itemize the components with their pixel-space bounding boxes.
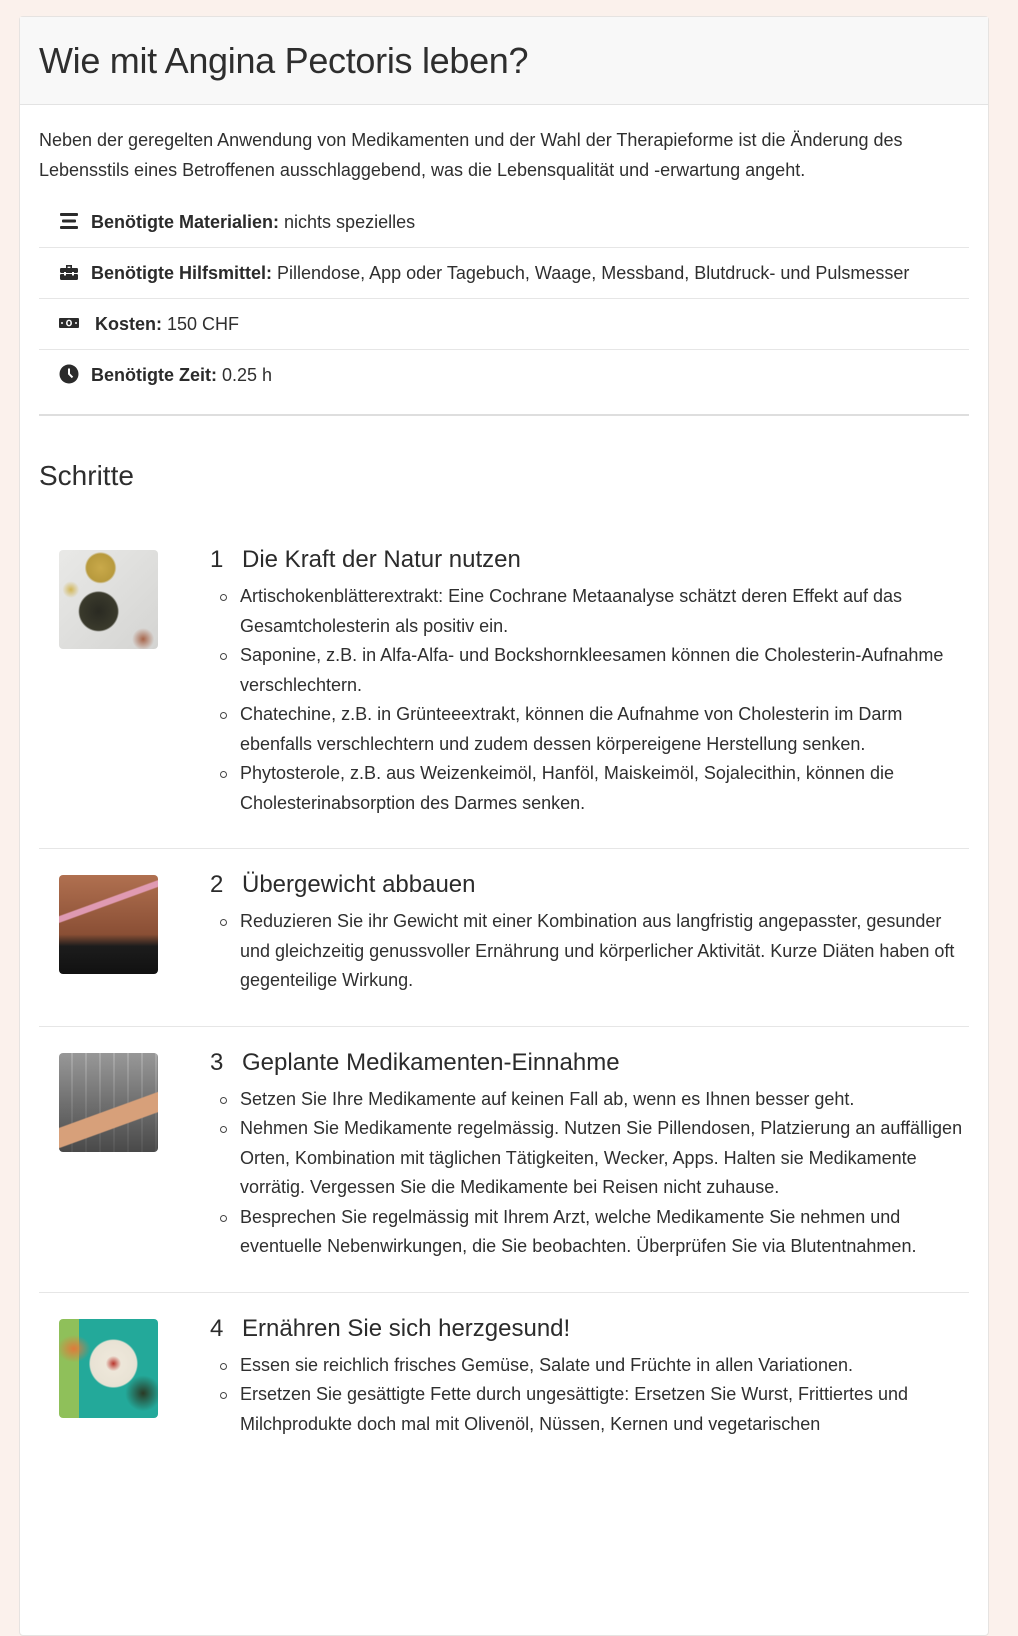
meta-cost bbox=[39, 299, 969, 350]
meta-label: Benötigte Hilfsmittel: bbox=[91, 263, 273, 283]
requirements-list bbox=[39, 197, 969, 416]
step-content bbox=[210, 1307, 969, 1440]
vegetables-image bbox=[59, 1319, 158, 1418]
card-body bbox=[20, 105, 988, 1469]
step-bullet: Setzen Sie Ihre Medikamente auf keinen Fall ab, wenn es Ihnen besser geht. bbox=[240, 1085, 969, 1115]
step-bullet: Chatechine, z.B. in Grünteeextrakt, können die Aufnahme von Cholesterin im Darm ebenfalls verschlechtern und zudem dessen körpereigene Herstellung senken. bbox=[240, 700, 969, 759]
step-heading bbox=[210, 544, 969, 576]
step-content bbox=[210, 538, 969, 818]
step-bullet: Besprechen Sie regelmässig mit Ihrem Arzt, welche Medikamente Sie nehmen und eventuelle Nebenwirkungen, die Sie beobachten. Überprüfen Sie via Blutentnahmen. bbox=[240, 1203, 969, 1262]
meta-value: Pillendose, App oder Tagebuch, Waage, Messband, Blutdruck- und Pulsmesser bbox=[272, 263, 910, 283]
meta-label: Kosten: bbox=[95, 314, 162, 334]
clock-icon bbox=[59, 363, 79, 383]
step-content bbox=[210, 1041, 969, 1262]
card-header bbox=[20, 17, 988, 105]
step-item bbox=[39, 1293, 969, 1470]
toolbox-icon bbox=[59, 261, 79, 281]
step-title: Ernähren Sie sich herzgesund! bbox=[242, 1314, 571, 1342]
step-title: Übergewicht abbauen bbox=[242, 871, 476, 898]
measuring-tape-waist-image bbox=[59, 875, 158, 974]
page-title: Wie mit Angina Pectoris leben? bbox=[39, 40, 529, 81]
step-number: 1 bbox=[210, 546, 224, 573]
meta-label: Benötigte Materialien: bbox=[91, 212, 280, 232]
herbs-spoons-image bbox=[59, 550, 158, 649]
meta-materials bbox=[39, 197, 969, 248]
howto-card bbox=[19, 16, 989, 1636]
step-bullets bbox=[210, 1085, 969, 1262]
step-bullet: Phytosterole, z.B. aus Weizenkeimöl, Hanföl, Maiskeimöl, Sojalecithin, können die Cholesterinabsorption des Darmes senken. bbox=[240, 759, 969, 818]
step-heading bbox=[210, 1313, 969, 1345]
step-item bbox=[39, 1027, 969, 1293]
meta-value: 0.25 h bbox=[217, 365, 273, 385]
step-title: Die Kraft der Natur nutzen bbox=[242, 546, 521, 573]
step-title: Geplante Medikamenten-Einnahme bbox=[242, 1048, 620, 1076]
intro-text: Neben der geregelten Anwendung von Medikamenten und der Wahl der Therapieforme ist die Änderung des Lebensstils eines Betroffenen ausschlaggebend, was die Lebensqualität und -erwartung angeht. bbox=[39, 130, 903, 180]
step-number: 2 bbox=[210, 871, 224, 898]
step-heading bbox=[210, 1047, 969, 1079]
step-bullet: Ersetzen Sie gesättigte Fette durch ungesättigte: Ersetzen Sie Wurst, Frittiertes und Milchprodukte doch mal mit Olivenöl, Nüssen, Kernen und vegetarischen bbox=[240, 1380, 969, 1439]
step-bullet: Saponine, z.B. in Alfa-Alfa- und Bockshornkleesamen können die Cholesterin-Aufnahme verschlechtern. bbox=[240, 641, 969, 700]
step-bullet: Artischokenblätterextrakt: Eine Cochrane Metaanalyse schätzt deren Effekt auf das Gesamtcholesterin als positiv ein. bbox=[240, 582, 969, 641]
meta-tools bbox=[39, 248, 969, 299]
step-item bbox=[39, 849, 969, 1027]
steps-title: Schritte bbox=[39, 460, 134, 491]
step-bullets bbox=[210, 582, 969, 818]
step-item bbox=[39, 524, 969, 849]
meta-time bbox=[39, 350, 969, 400]
step-bullet: Nehmen Sie Medikamente regelmässig. Nutzen Sie Pillendosen, Platzierung an auffälligen Orten, Kombination mit täglichen Tätigkeiten, Wecker, Apps. Halten sie Medikamente vorrätig. Vergessen Sie die Medikamente bei Reisen nicht zuhause. bbox=[240, 1114, 969, 1203]
meta-value: nichts spezielles bbox=[279, 212, 416, 232]
step-number: 4 bbox=[210, 1314, 224, 1342]
step-number: 3 bbox=[210, 1048, 224, 1076]
money-bill-icon bbox=[59, 312, 79, 332]
pill-organizer-image bbox=[59, 1053, 158, 1152]
meta-label: Benötigte Zeit: bbox=[91, 365, 217, 385]
step-bullet: Reduzieren Sie ihr Gewicht mit einer Kombination aus langfristig angepasster, gesunder und gleichzeitig genussvoller Ernährung und körperlicher Aktivität. Kurze Diäten haben oft gegenteilige Wirkung. bbox=[240, 907, 969, 996]
meta-value: 150 CHF bbox=[162, 314, 240, 334]
step-bullets bbox=[210, 907, 969, 996]
list-icon bbox=[59, 210, 79, 230]
step-heading bbox=[210, 869, 969, 901]
step-content bbox=[210, 863, 969, 996]
step-bullets bbox=[210, 1351, 969, 1440]
step-bullet: Essen sie reichlich frisches Gemüse, Salate und Früchte in allen Variationen. bbox=[240, 1351, 969, 1381]
steps-list bbox=[39, 524, 969, 1469]
